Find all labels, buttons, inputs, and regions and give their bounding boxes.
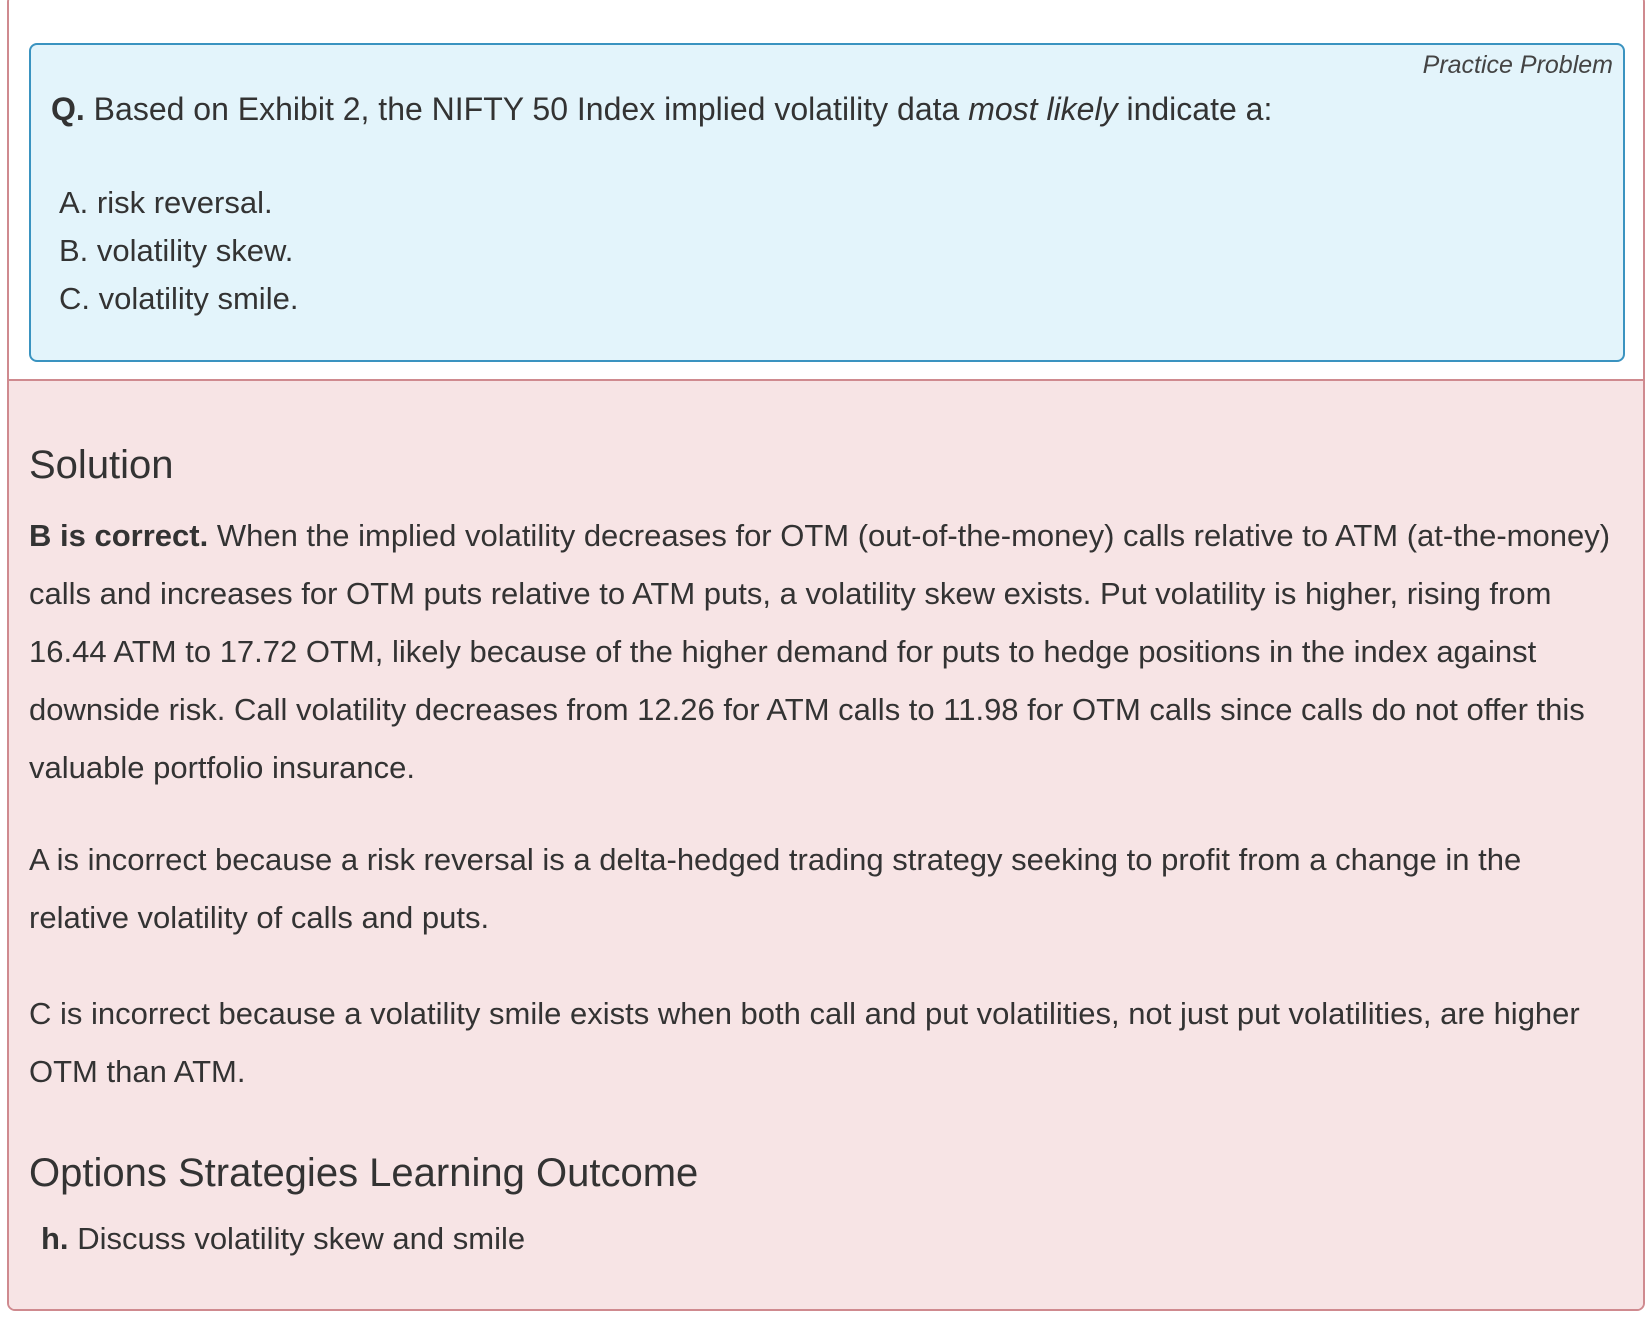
question-stem-after: indicate a: (1126, 91, 1273, 127)
question-stem-before: Based on Exhibit 2, the NIFTY 50 Index implied volatility data (93, 91, 960, 127)
question-box (29, 43, 1625, 362)
solution-paragraph-c: C is incorrect because a volatility smile exists when both call and put volatilities, not just put volatilities, are higher OTM than ATM. (29, 996, 1580, 1089)
choice-c: C. volatility smile. (59, 281, 299, 316)
practice-problem-card (7, 0, 1645, 1311)
learning-outcome-title: Options Strategies Learning Outcome (29, 1151, 699, 1195)
learning-outcome-text: Discuss volatility skew and smile (77, 1221, 526, 1256)
choice-a: A. risk reversal. (59, 185, 273, 220)
learning-outcome-label: h. (41, 1221, 69, 1256)
solution-title: Solution (29, 443, 174, 487)
practice-problem-tag: Practice Problem (1422, 51, 1613, 79)
question-text (51, 91, 1272, 128)
solution-area (9, 381, 1643, 1309)
correct-answer-explanation: When the implied volatility decreases for OTM (out-of-the-money) calls relative to ATM (at-the-money) calls and increases for OTM puts relative to ATM puts, a volatility skew exists. Put volatility is higher, rising from 16.44 ATM to 17.72 OTM, likely because of the higher demand for puts to hedge positions in the index against downside risk. Call volatility decreases from 12.26 for ATM calls to 11.98 for OTM calls since calls do not offer this valuable portfolio insurance. (29, 518, 1611, 785)
question-area (9, 0, 1643, 381)
answer-choices (59, 183, 298, 327)
correct-answer-label: B is correct. (29, 518, 209, 553)
question-label: Q. (51, 91, 85, 127)
learning-outcome-item (41, 1221, 525, 1257)
solution-paragraph-correct (29, 507, 1629, 797)
choice-b: B. volatility skew. (59, 233, 294, 268)
question-stem-emphasis: most likely (968, 91, 1118, 127)
solution-paragraph-a: A is incorrect because a risk reversal is a delta-hedged trading strategy seeking to profit from a change in the relative volatility of calls and puts. (29, 842, 1522, 935)
